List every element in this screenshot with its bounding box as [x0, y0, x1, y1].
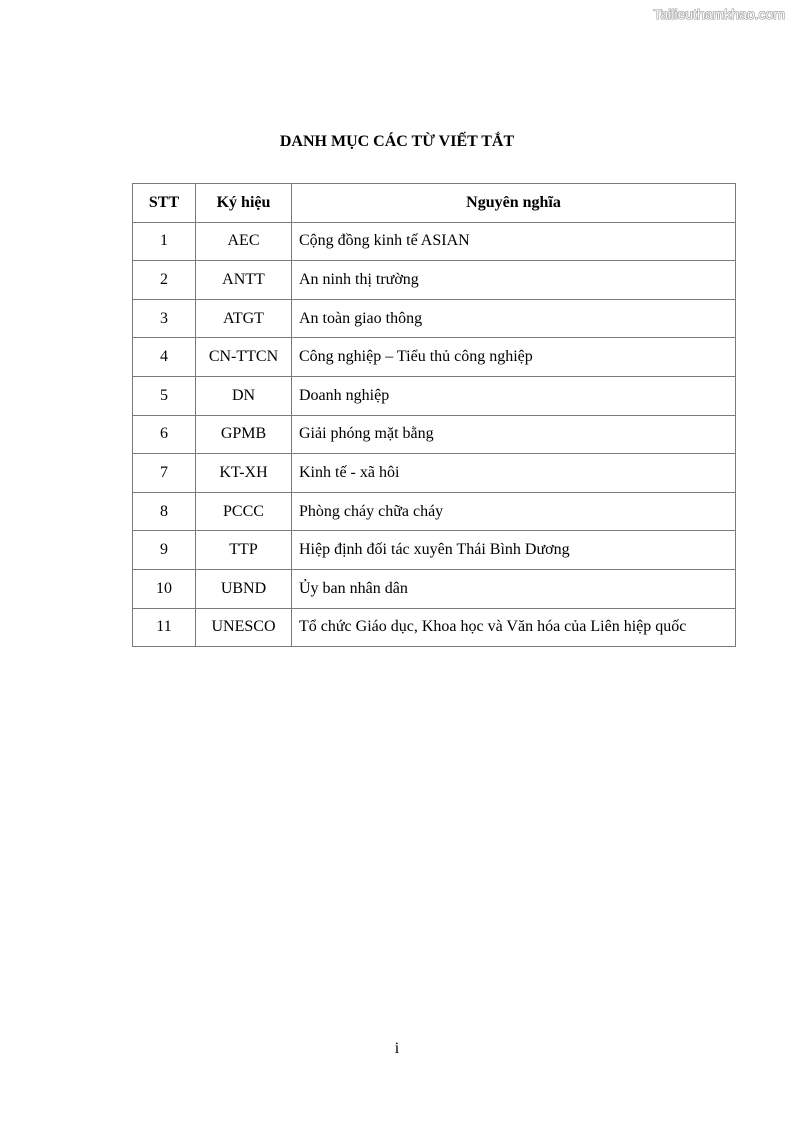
table-row: [133, 261, 736, 300]
cell-symbol: TTP: [196, 531, 292, 570]
table-row: [133, 608, 736, 647]
cell-meaning: An ninh thị trường: [292, 261, 736, 300]
cell-stt: 11: [133, 608, 196, 647]
cell-meaning: Ủy ban nhân dân: [292, 569, 736, 608]
cell-meaning: Cộng đồng kinh tế ASIAN: [292, 222, 736, 261]
cell-symbol: CN-TTCN: [196, 338, 292, 377]
cell-stt: 2: [133, 261, 196, 300]
header-stt: STT: [133, 184, 196, 223]
cell-symbol: ANTT: [196, 261, 292, 300]
cell-meaning: An toàn giao thông: [292, 299, 736, 338]
cell-meaning: Tổ chức Giáo dục, Khoa học và Văn hóa của Liên hiệp quốc: [292, 608, 736, 647]
table-row: [133, 376, 736, 415]
cell-stt: 4: [133, 338, 196, 377]
table-row: [133, 415, 736, 454]
cell-stt: 7: [133, 454, 196, 493]
watermark: Tailieuthamkhao.com: [653, 6, 785, 22]
cell-meaning: Giải phóng mặt bằng: [292, 415, 736, 454]
table-row: [133, 338, 736, 377]
cell-stt: 6: [133, 415, 196, 454]
cell-stt: 1: [133, 222, 196, 261]
header-symbol: Ký hiệu: [196, 184, 292, 223]
cell-symbol: ATGT: [196, 299, 292, 338]
page-title: DANH MỤC CÁC TỪ VIẾT TẮT: [279, 133, 515, 150]
cell-symbol: PCCC: [196, 492, 292, 531]
cell-stt: 10: [133, 569, 196, 608]
cell-meaning: Hiệp định đối tác xuyên Thái Bình Dương: [292, 531, 736, 570]
table-row: [133, 531, 736, 570]
header-meaning: Nguyên nghĩa: [292, 184, 736, 223]
cell-meaning: Kinh tế - xã hôi: [292, 454, 736, 493]
cell-stt: 5: [133, 376, 196, 415]
cell-symbol: AEC: [196, 222, 292, 261]
cell-symbol: DN: [196, 376, 292, 415]
cell-stt: 3: [133, 299, 196, 338]
cell-stt: 9: [133, 531, 196, 570]
cell-meaning: Công nghiệp – Tiểu thủ công nghiệp: [292, 338, 736, 377]
cell-symbol: UBND: [196, 569, 292, 608]
cell-symbol: GPMB: [196, 415, 292, 454]
cell-meaning: Phòng cháy chữa cháy: [292, 492, 736, 531]
table-row: [133, 569, 736, 608]
table-row: [133, 454, 736, 493]
abbreviations-table: [132, 183, 736, 647]
cell-meaning: Doanh nghiệp: [292, 376, 736, 415]
cell-symbol: UNESCO: [196, 608, 292, 647]
table-row: [133, 299, 736, 338]
table-header-row: [133, 184, 736, 223]
table-row: [133, 222, 736, 261]
page-number: i: [394, 1040, 400, 1057]
cell-stt: 8: [133, 492, 196, 531]
table-row: [133, 492, 736, 531]
cell-symbol: KT-XH: [196, 454, 292, 493]
